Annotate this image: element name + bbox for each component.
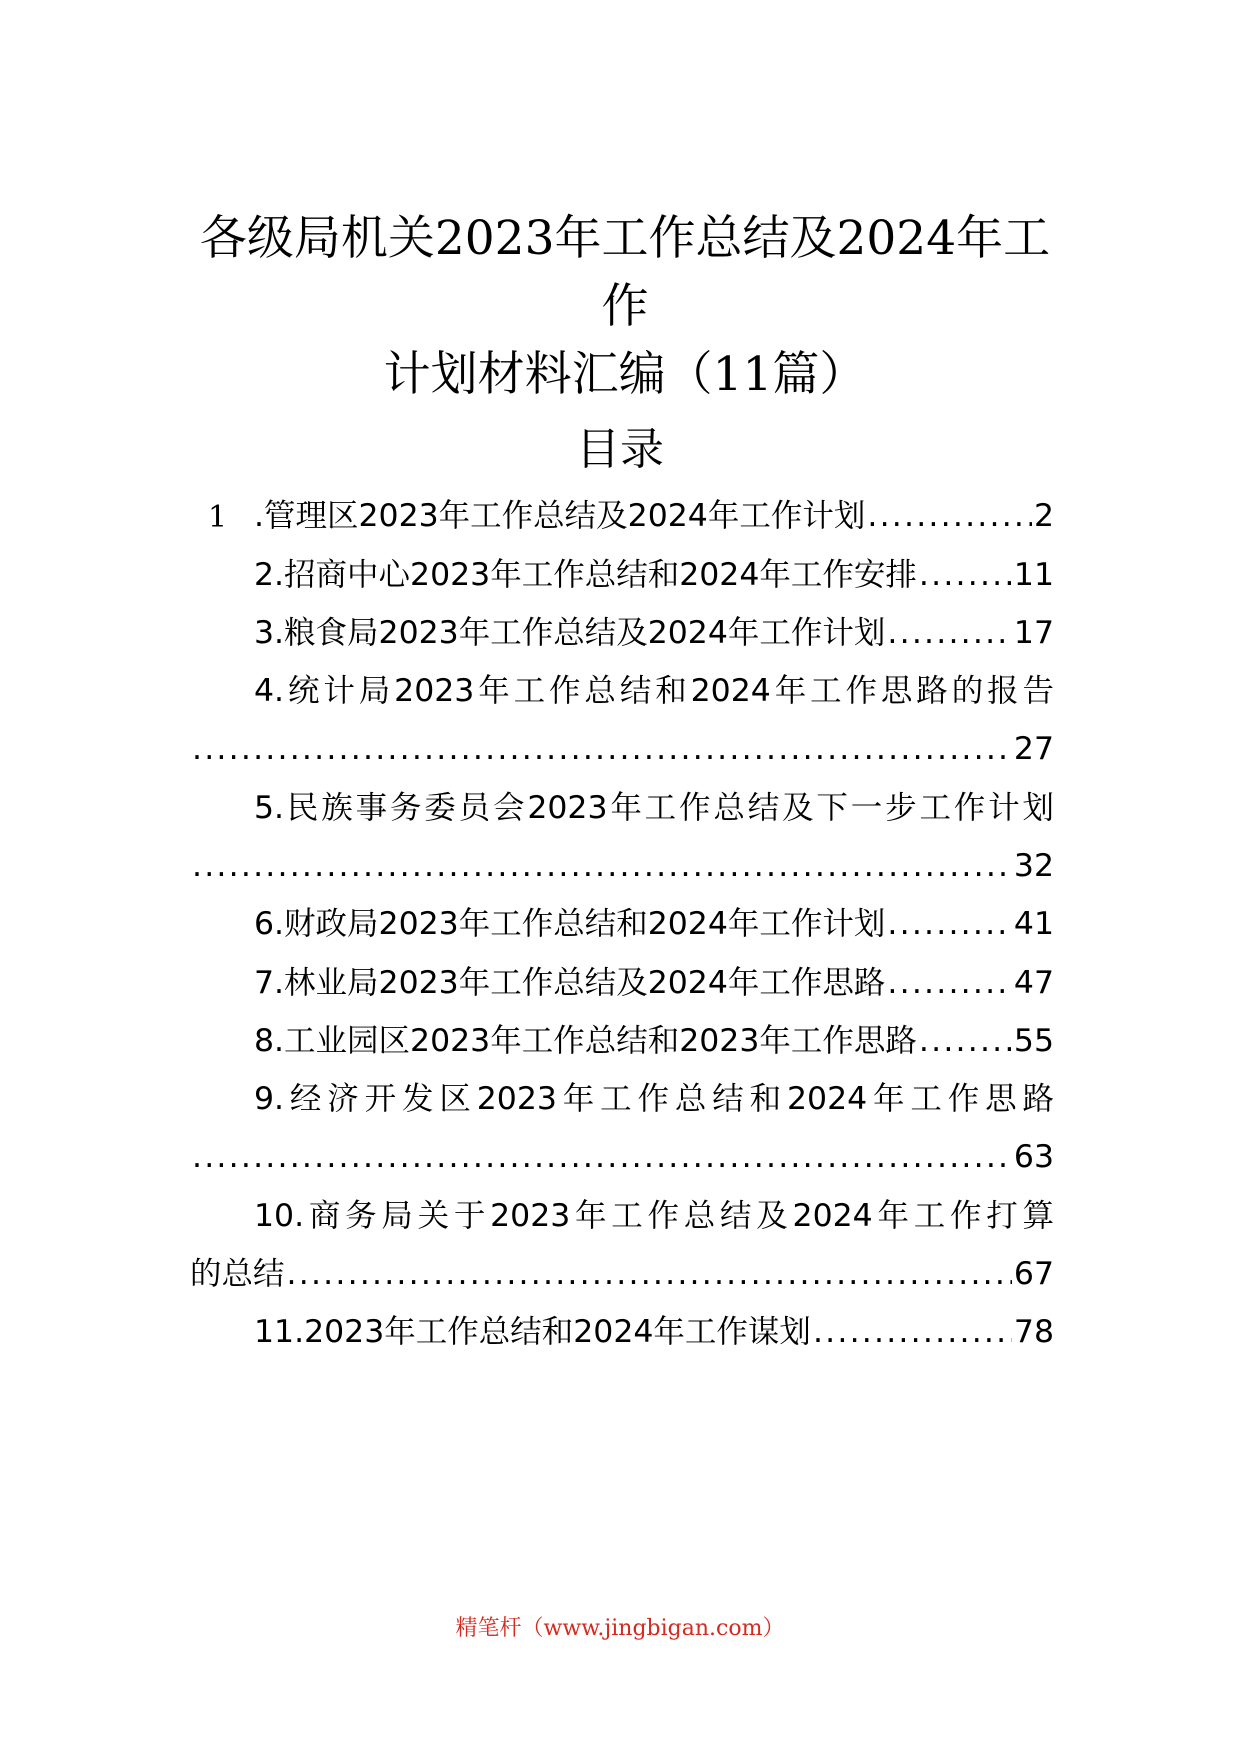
toc-entry-page: 78 [1013, 1314, 1054, 1350]
toc-entry-title: 3.粮食局2023年工作总结及2024年工作计划 [254, 615, 886, 651]
toc-leader-dots [192, 723, 1012, 775]
toc-entry-title: .管理区2023年工作总结及2024年工作计划 [254, 498, 866, 534]
toc-leader-dots [887, 898, 1012, 950]
toc-entry-page: 55 [1013, 1023, 1054, 1059]
title-line-1: 各级局机关2023年工作总结及2024年工作 [199, 211, 1051, 334]
toc-entry-7[interactable] [254, 957, 1054, 1009]
toc-entry-page: 67 [1013, 1256, 1054, 1292]
toc-entry-1[interactable] [254, 490, 1054, 542]
title-line-2: 计划材料汇编（11篇） [383, 347, 867, 402]
toc-entry-page: 47 [1013, 965, 1054, 1001]
toc-entry-4-title[interactable]: 4.统计局2023年工作总结和2024年工作思路的报告 [254, 673, 1054, 709]
toc-entry-9[interactable] [190, 1131, 1054, 1183]
toc-entry-page: 11 [1013, 557, 1054, 593]
toc-entry-title: 2.招商中心2023年工作总结和2024年工作安排 [254, 557, 917, 593]
toc-entry-6[interactable] [254, 898, 1054, 950]
toc-entry-title: 7.林业局2023年工作总结及2024年工作思路 [254, 965, 886, 1001]
toc-entry-9-title[interactable]: 9.经济开发区2023年工作总结和2024年工作思路 [254, 1081, 1054, 1117]
toc-leader-dots [919, 1015, 1012, 1067]
toc-entry-5-title[interactable]: 5.民族事务委员会2023年工作总结及下一步工作计划 [254, 790, 1054, 826]
toc-entry-page: 2 [1033, 498, 1054, 534]
toc-leader-dots [867, 490, 1032, 542]
toc-entry-page: 27 [1013, 731, 1054, 767]
toc-leader-dots [813, 1306, 1012, 1358]
toc-entry-page: 32 [1013, 848, 1054, 884]
toc-heading: 目录 [576, 424, 664, 475]
toc-entry-5[interactable] [190, 840, 1054, 892]
toc-leader-dots [919, 549, 1012, 601]
toc-leader-dots [192, 840, 1012, 892]
toc-entry-3[interactable] [254, 607, 1054, 659]
toc-entry-11[interactable] [254, 1306, 1054, 1358]
stray-number: 1 [208, 500, 228, 535]
toc-entry-title-continued: 的总结 [190, 1256, 285, 1292]
toc-entry-title: 11.2023年工作总结和2024年工作谋划 [254, 1314, 811, 1350]
toc-entry-10[interactable] [190, 1248, 1054, 1300]
toc-entry-8[interactable] [254, 1015, 1054, 1067]
toc-entry-page: 17 [1013, 615, 1054, 651]
toc-entry-4[interactable] [190, 723, 1054, 775]
toc-entry-2[interactable] [254, 549, 1054, 601]
toc-entry-title: 6.财政局2023年工作总结和2024年工作计划 [254, 906, 886, 942]
toc-leader-dots [887, 957, 1012, 1009]
footer-watermark-link[interactable]: 精笔杆（www.jingbigan.com） [455, 1616, 785, 1641]
toc-entry-page: 63 [1013, 1139, 1054, 1175]
toc-entry-page: 41 [1013, 906, 1054, 942]
toc-leader-dots [287, 1248, 1012, 1300]
toc-entry-title: 8.工业园区2023年工作总结和2023年工作思路 [254, 1023, 917, 1059]
toc-leader-dots [887, 607, 1012, 659]
toc-entry-10-title[interactable]: 10.商务局关于2023年工作总结及2024年工作打算 [254, 1198, 1054, 1234]
toc-leader-dots [192, 1131, 1012, 1183]
